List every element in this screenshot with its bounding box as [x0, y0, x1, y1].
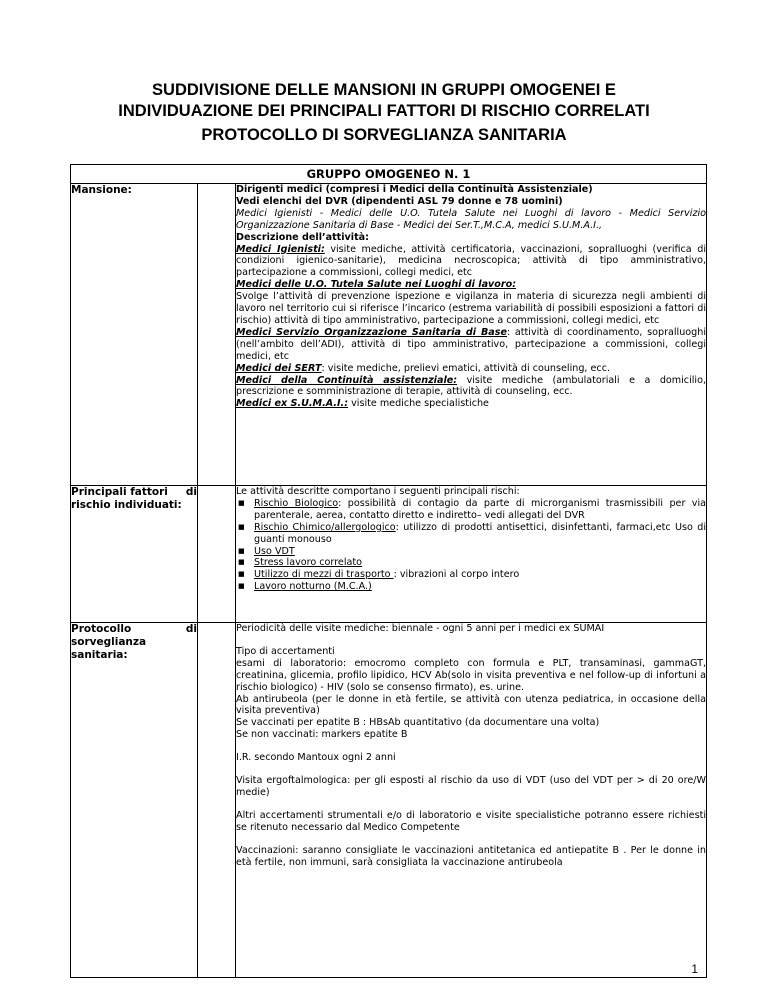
- risk-item: ■ Utilizzo di mezzi di trasporto : vibrazioni al corpo intero: [238, 569, 520, 581]
- risk-item: ■ Rischio Chimico/allergologico: utilizzo di prodotti antisettici, disinfettanti, farmaci,etc Uso di guanti monouso: [238, 521, 707, 545]
- mansione-label: Mansione:: [71, 184, 198, 486]
- desc-igienisti: Medici Igienisti: visite mediche, attività certificatoria, vaccinazioni, sopralluoghi (verifica di condizioni igienico-sanitarie), medicina necroscopica; attività di tipo amministrativo, partecipazione a commissioni, collegi medici, etc: [236, 243, 707, 279]
- square-bullet-icon: ■: [238, 582, 245, 591]
- risk-list: [236, 498, 706, 593]
- risk-item: ■ Lavoro notturno (M.C.A.): [238, 581, 372, 593]
- desc-tutela-text: Svolge l’attività di prevenzione ispezione e vigilanza in materia di sicurezza negli ambienti di lavoro nel territorio cui si riferisce l’incarico (estrema variabilità di possibili esposizioni a fattori di rischio) attività di tipo amministrativo, partecipazione a commissioni, collegi medici, etc: [236, 291, 707, 326]
- rischi-content: [236, 486, 707, 623]
- esami-laboratorio: esami di laboratorio: emocromo completo con formula e PLT, transaminasi, gammaGT, creatinina, glicemia, profilo lipidico, HCV Ab(solo in visita preventiva e nel follow-up di infortuni a rischio biologico) - HIV (solo se consenso firmato), es. urine.: [236, 657, 707, 693]
- ab-antirubeola: Ab antirubeola (per le donne in età fertile, se attività con utenza pediatrica, in occasione della visita preventiva): [236, 693, 707, 717]
- desc-tutela: Medici delle U.O. Tutela Salute nei Luoghi di lavoro:: [236, 279, 517, 291]
- protocollo-content: [236, 623, 707, 978]
- group-header: GRUPPO OMOGENEO N. 1: [71, 165, 707, 184]
- visita-ergoftalmologica: Visita ergoftalmologica: per gli esposti al rischio da uso di VDT (uso del VDT per > di 20 ore/W medie): [236, 775, 707, 798]
- mantoux: I.R. secondo Mantoux ogni 2 anni: [236, 752, 396, 764]
- non-vaccinati: Se non vaccinati: markers epatite B: [236, 729, 408, 741]
- square-bullet-icon: ■: [238, 546, 245, 555]
- page-number: 1: [691, 962, 698, 976]
- desc-heading: Descrizione dell’attività:: [236, 231, 369, 243]
- desc-sert: Medici dei SERT: visite mediche, prelievi ematici, attività di counseling, ecc.: [236, 362, 611, 374]
- desc-sumai: Medici ex S.U.M.A.I.: visite mediche specialistiche: [236, 398, 489, 410]
- square-bullet-icon: ■: [238, 522, 245, 531]
- desc-base: Medici Servizio Organizzazione Sanitaria di Base: attività di coordinamento, sopralluoghi (nell’ambito dell’ADI), attività di tipo amministrativo, partecipazione a commissioni, collegi medici, etc: [236, 326, 707, 362]
- risk-item: ■ Rischio Biologico: possibilità di contagio da parte di microrganismi trasmissibili per via parenterale, aerea, contatto diretto e indiretto– vedi allegati del DVR: [238, 497, 707, 521]
- doc-title-line-1: SUDDIVISIONE DELLE MANSIONI IN GRUPPI OMOGENEI E: [152, 81, 616, 99]
- vaccinazioni: Vaccinazioni: saranno consigliate le vaccinazioni antitetanica ed antiepatite B . Per le donne in età fertile, non immuni, sarà consigliata la vaccinazione antirubeola: [236, 844, 707, 868]
- mansione-line-2: Vedi elenchi del DVR (dipendenti ASL 79 donne e 78 uomini): [236, 195, 563, 207]
- altri-accertamenti: Altri accertamenti strumentali e/o di laboratorio e visite specialistiche potranno essere richiesti se ritenuto necessario dal Medico Competente: [236, 809, 707, 833]
- mansione-line-1: Dirigenti medici (compresi i Medici della Continuità Assistenziale): [236, 184, 593, 195]
- square-bullet-icon: ■: [238, 558, 245, 567]
- spacer-cell: [198, 486, 236, 623]
- square-bullet-icon: ■: [238, 498, 245, 507]
- desc-continuita: Medici della Continuità assistenziale: visite mediche (ambulatoriali e a domicilio, prescrizione e somministrazione di terapie, attività di counseling, ecc.: [236, 374, 706, 398]
- doc-title-line-3: PROTOCOLLO DI SORVEGLIANZA SANITARIA: [201, 126, 567, 144]
- risk-item: ■ Uso VDT: [238, 545, 295, 557]
- mansione-roles: Medici Igienisti - Medici delle U.O. Tutela Salute nei Luoghi di lavoro - Medici Servizio Organizzazione Sanitaria di Base - Medici dei Ser.T.,M.C.A, medici S.U.M.A.I.,: [236, 207, 707, 231]
- doc-title-line-2: INDIVIDUAZIONE DEI PRINCIPALI FATTORI DI RISCHIO CORRELATI: [118, 102, 650, 120]
- square-bullet-icon: ■: [238, 570, 245, 579]
- group-table: [70, 164, 707, 978]
- rischi-label: Principali fattori di rischio individuati:: [71, 486, 198, 623]
- periodicita: Periodicità delle visite mediche: biennale - ogni 5 anni per i medici ex SUMAI: [236, 623, 605, 634]
- vaccinati-epatite: Se vaccinati per epatite B : HBsAb quantitativo (da documentare una volta): [236, 717, 600, 729]
- rischi-intro: Le attività descritte comportano i seguenti principali rischi:: [236, 486, 520, 497]
- spacer-cell: [198, 184, 236, 486]
- tipo-accertamenti: Tipo di accertamenti: [236, 645, 335, 657]
- mansione-content: [236, 184, 707, 486]
- spacer-cell: [198, 623, 236, 978]
- risk-item: ■ Stress lavoro correlato: [238, 557, 363, 569]
- protocollo-label: Protocollo di sorveglianza sanitaria:: [71, 623, 198, 978]
